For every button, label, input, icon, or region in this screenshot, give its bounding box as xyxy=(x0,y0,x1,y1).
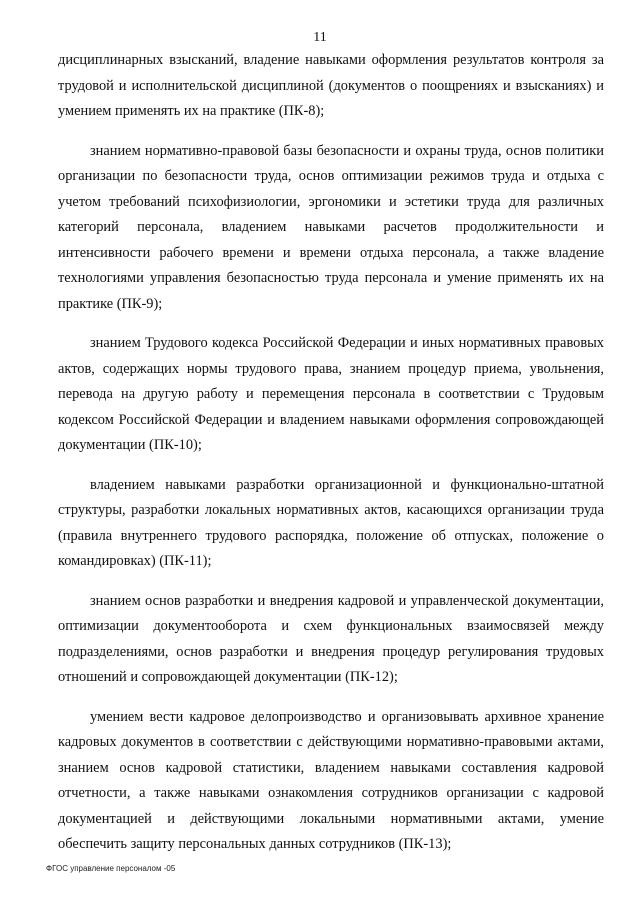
document-body xyxy=(58,48,604,872)
paragraph-pk13: умением вести кадровое делопроизводство и организовывать архивное хранение кадровых документов в соответствии с действующими нормативно-правовыми актами, знанием основ кадровой статистики, владением навыками составления кадровой отчетности, а также навыками ознакомления сотрудников организации с кадровой документацией и действующими локальными нормативными актами, умение обеспечить защиту персональных данных сотрудников (ПК-13); xyxy=(58,708,604,852)
footer-note: ФГОС управление персоналом -05 xyxy=(46,864,176,873)
paragraph-pk8-continuation: дисциплинарных взысканий, владение навыками оформления результатов контроля за трудовой и исполнительской дисциплиной (документов о поощрениях и взысканиях) и умением применять их на практике (ПК-8); xyxy=(58,52,604,119)
paragraph-pk12: знанием основ разработки и внедрения кадровой и управленческой документации, оптимизации документооборота и схем функциональных взаимосвязей между подразделениями, основ разработки и внедрения процедур регулирования трудовых отношений и сопровождающей документации (ПК-12); xyxy=(58,592,604,685)
paragraph-pk11: владением навыками разработки организационной и функционально-штатной структуры, разработки локальных нормативных актов, касающихся организации труда (правила внутреннего трудового распорядка, положение об отпусках, положение о командировках) (ПК-11); xyxy=(58,476,604,569)
paragraph-pk10: знанием Трудового кодекса Российской Федерации и иных нормативных правовых актов, содержащих нормы трудового права, знанием процедур приема, увольнения, перевода на другую работу и перемещения персонала в соответствии с Трудовым кодексом Российской Федерации и владением навыками оформления сопровождающей документации (ПК-10); xyxy=(58,335,604,453)
page-number: 11 xyxy=(313,30,327,45)
paragraph-pk9: знанием нормативно-правовой базы безопасности и охраны труда, основ политики организации по безопасности труда, основ оптимизации режимов труда и отдыха с учетом требований психофизиологии, эргономики и эстетики труда для различных категорий персонала, владением навыками расчетов продолжительности и интенсивности рабочего времени и времени отдыха персонала, а также владение технологиями управления безопасностью труда персонала и умение применять их на практике (ПК-9); xyxy=(58,142,604,312)
